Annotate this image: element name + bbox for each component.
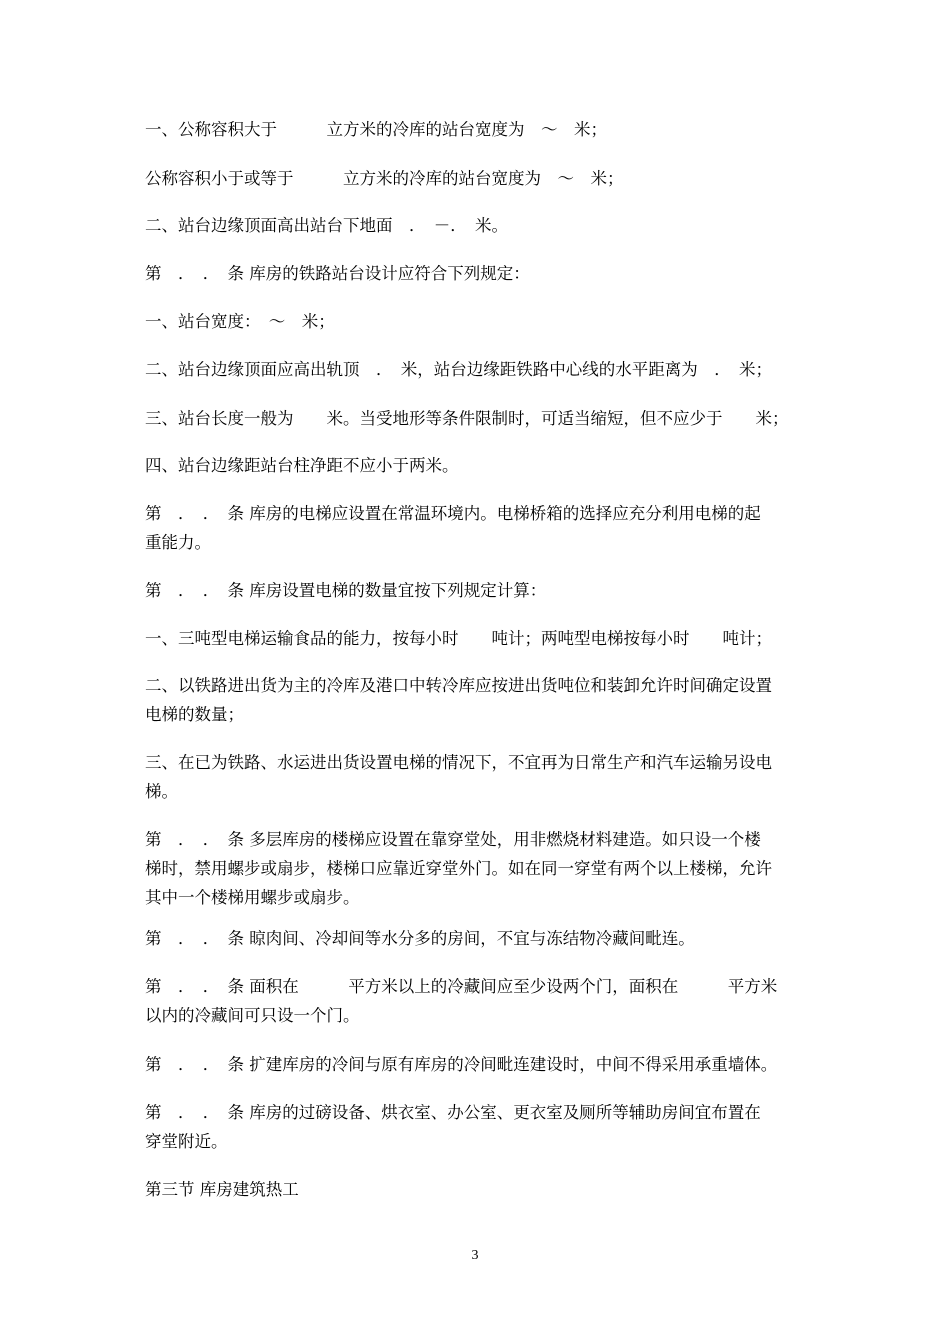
paragraph xyxy=(145,164,810,193)
paragraph-line: 二、以铁路进出货为主的冷库及港口中转冷库应按进出货吨位和装卸允许时间确定设置 xyxy=(145,676,772,695)
paragraph-line: 公称容积小于或等于 立方米的冷库的站台宽度为 ～ 米； xyxy=(145,169,624,188)
paragraph-line: 二、站台边缘顶面应高出轨顶 ． 米，站台边缘距铁路中心线的水平距离为 ． 米； xyxy=(145,360,772,379)
paragraph xyxy=(145,748,810,806)
paragraph-line: 第 ． ． 条 库房的电梯应设置在常温环境内。电梯桥箱的选择应充分利用电梯的起 xyxy=(145,504,761,523)
page-number: 3 xyxy=(471,1248,479,1263)
paragraph xyxy=(145,671,810,729)
paragraph-line: 四、站台边缘距站台柱净距不应小于两米。 xyxy=(145,456,459,475)
paragraph xyxy=(145,211,810,240)
paragraph-line: 第 ． ． 条 库房的过磅设备、烘衣室、办公室、更衣室及厕所等辅助房间宜布置在 xyxy=(145,1103,761,1122)
paragraph xyxy=(145,499,810,557)
paragraph-line: 一、公称容积大于 立方米的冷库的站台宽度为 ～ 米； xyxy=(145,120,607,139)
paragraph-line: 第 ． ． 条 库房设置电梯的数量宜按下列规定计算： xyxy=(145,581,547,600)
paragraph xyxy=(145,451,810,480)
paragraph xyxy=(145,1175,810,1204)
paragraph xyxy=(145,404,810,433)
paragraph-line: 电梯的数量； xyxy=(145,705,244,724)
paragraph xyxy=(145,624,810,653)
paragraph-line: 二、站台边缘顶面高出站台下地面 ． －． 米。 xyxy=(145,216,508,235)
paragraph xyxy=(145,307,810,336)
paragraph xyxy=(145,1050,810,1079)
paragraph-line: 重能力。 xyxy=(145,533,211,552)
paragraph xyxy=(145,355,810,384)
paragraph-line: 第 ． ． 条 多层库房的楼梯应设置在靠穿堂处，用非燃烧材料建造。如只设一个楼 xyxy=(145,830,761,849)
paragraph-line: 一、站台宽度： ～ 米； xyxy=(145,312,335,331)
paragraph xyxy=(145,972,810,1030)
paragraph-line: 第 ． ． 条 晾肉间、冷却间等水分多的房间，不宜与冻结物冷藏间毗连。 xyxy=(145,929,695,948)
paragraph-line: 其中一个楼梯用螺步或扇步。 xyxy=(145,888,360,907)
paragraph-line: 以内的冷藏间可只设一个门。 xyxy=(145,1006,360,1025)
paragraph-line: 第 ． ． 条 面积在 平方米以上的冷藏间应至少设两个门，面积在 平方米 xyxy=(145,977,778,996)
paragraph xyxy=(145,576,810,605)
paragraph xyxy=(145,1098,810,1156)
paragraph xyxy=(145,924,810,953)
paragraph-line: 梯时，禁用螺步或扇步，楼梯口应靠近穿堂外门。如在同一穿堂有两个以上楼梯，允许 xyxy=(145,859,772,878)
paragraph xyxy=(145,115,810,144)
paragraph-line: 第三节 库房建筑热工 xyxy=(145,1180,299,1199)
paragraph xyxy=(145,825,810,912)
paragraph-line: 三、在已为铁路、水运进出货设置电梯的情况下，不宜再为日常生产和汽车运输另设电 xyxy=(145,753,772,772)
paragraph xyxy=(145,259,810,288)
paragraph-line: 穿堂附近。 xyxy=(145,1132,228,1151)
paragraph-line: 三、站台长度一般为 米。当受地形等条件限制时，可适当缩短，但不应少于 米； xyxy=(145,409,789,428)
paragraph-line: 一、三吨型电梯运输食品的能力，按每小时 吨计；两吨型电梯按每小时 吨计； xyxy=(145,629,772,648)
paragraph-line: 梯。 xyxy=(145,782,178,801)
paragraph-line: 第 ． ． 条 库房的铁路站台设计应符合下列规定： xyxy=(145,264,530,283)
paragraph-line: 第 ． ． 条 扩建库房的冷间与原有库房的冷间毗连建设时，中间不得采用承重墙体。 xyxy=(145,1055,778,1074)
